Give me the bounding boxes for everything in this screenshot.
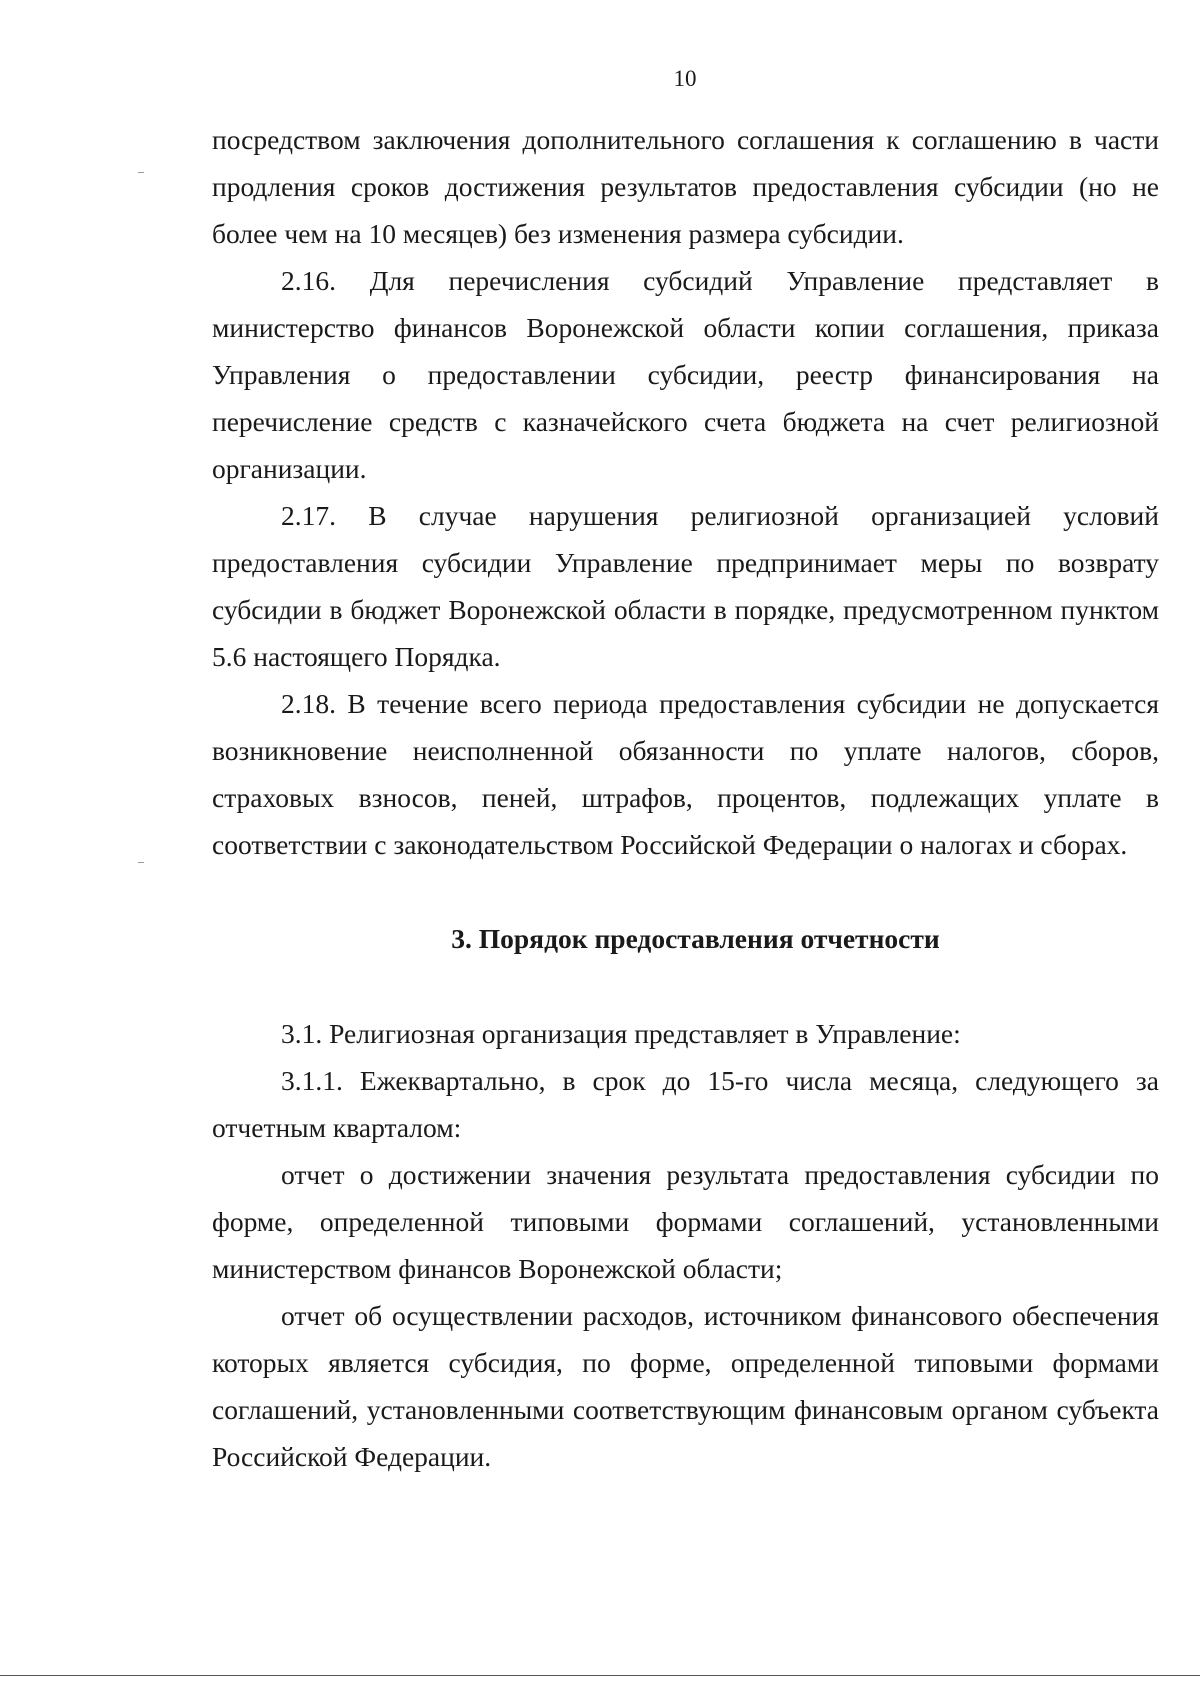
margin-mark: [138, 862, 144, 863]
paragraph-report-results: отчет о достижении значения результата предоставления субсидии по форме, определенной типовыми формами соглашений, установленными министерством финансов Воронежской области;: [212, 1159, 1159, 1284]
paragraph-2-16: 2.16. Для перечисления субсидий Управление представляет в министерство финансов Воронежской области копии соглашения, приказа Управления о предоставлении субсидии, реестр финансирования на перечисление средств с казначейского счета бюджета на счет религиозной организации.: [212, 265, 1159, 484]
margin-mark: [138, 172, 144, 173]
paragraph-2-17: 2.17. В случае нарушения религиозной организацией условий предоставления субсидии Управление предпринимает меры по возврату субсидии в бюджет Воронежской области в порядке, предусмотренном пунктом 5.6 настоящего Порядка.: [212, 500, 1159, 672]
section-heading: 3. Порядок предоставления отчетности: [451, 923, 940, 954]
paragraph-2-18: 2.18. В течение всего периода предоставления субсидии не допускается возникновение неисполненной обязанности по уплате налогов, сборов, страховых взносов, пеней, штрафов, процентов, подлежащих уплате в соответствии с законодательством Российской Федерации о налогах и сборах.: [212, 688, 1159, 860]
page-number: 10: [673, 66, 697, 91]
document-body: [212, 116, 1159, 1480]
paragraph-report-expenses: отчет об осуществлении расходов, источником финансового обеспечения которых является субсидия, по форме, определенной типовыми формами соглашений, установленными соответствующим финансовым органом субъекта Российской Федерации.: [212, 1300, 1159, 1472]
paragraph-3-1: 3.1. Религиозная организация представляет в Управление:: [281, 1018, 961, 1049]
paragraph-continuation: посредством заключения дополнительного соглашения к соглашению в части продления сроков достижения результатов предоставления субсидии (но не более чем на 10 месяцев) без изменения размера субсидии.: [212, 124, 1159, 249]
page-bottom-rule: [0, 1675, 1200, 1676]
paragraph-3-1-1: 3.1.1. Ежеквартально, в срок до 15-го числа месяца, следующего за отчетным кварталом:: [212, 1065, 1159, 1143]
